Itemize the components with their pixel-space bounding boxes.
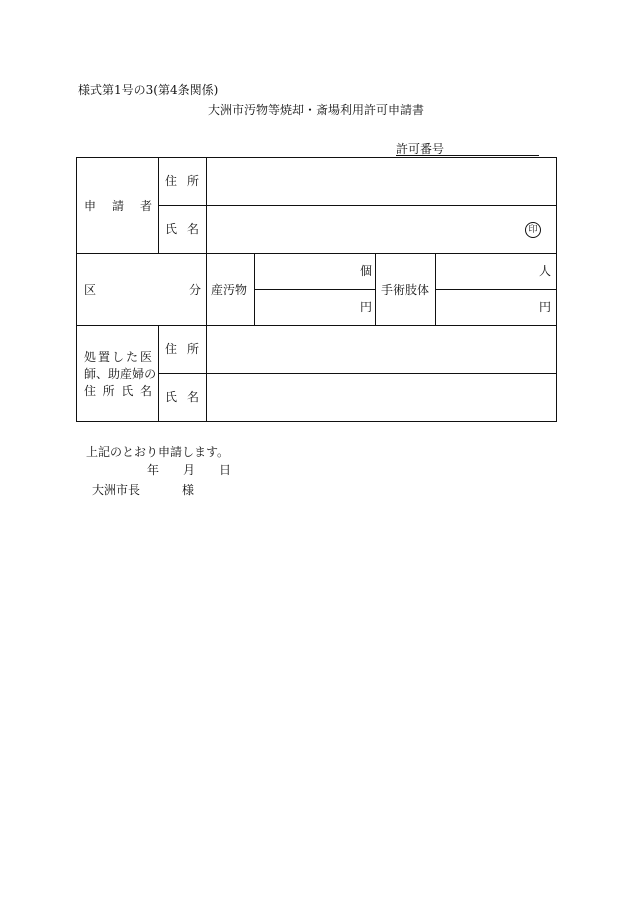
practitioner-label-char: 処 xyxy=(84,350,97,364)
surgical-count-unit: 人 xyxy=(539,264,552,278)
practitioner-label-line-3 xyxy=(84,383,152,400)
seal-icon: 印 xyxy=(525,222,541,238)
practitioner-label-line-2 xyxy=(84,366,157,383)
practitioner-address-label xyxy=(165,343,209,355)
practitioner-label-char: 住 xyxy=(84,384,97,398)
surgical-fee-unit: 円 xyxy=(539,300,552,314)
applicant-label-char: 申 xyxy=(84,199,97,213)
applicant-address-label-text: 住所 xyxy=(165,174,210,188)
category-label-left: 区 xyxy=(84,283,97,297)
form-number-label: 様式第1号の3(第4条関係) xyxy=(78,83,219,97)
placenta-fee-unit: 円 xyxy=(360,300,373,314)
category-label-right: 分 xyxy=(189,283,202,297)
practitioner-label-char: 置 xyxy=(97,350,110,364)
year-label: 年 xyxy=(147,463,160,477)
practitioner-label-char: 産 xyxy=(120,367,133,381)
permit-number-field[interactable] xyxy=(396,155,539,156)
practitioner-label-char: 婦 xyxy=(132,367,145,381)
placenta-count-unit: 個 xyxy=(360,264,373,278)
applicant-label-char: 者 xyxy=(139,199,152,213)
practitioner-label-char: た xyxy=(125,350,138,364)
applicant-name-label-text: 氏名 xyxy=(165,222,210,236)
addressee: 大洲市長 xyxy=(92,483,141,497)
applicant-label xyxy=(84,200,152,212)
applicant-address-label xyxy=(165,174,210,188)
practitioner-label-char: 名 xyxy=(139,384,152,398)
practitioner-label-char: の xyxy=(144,367,157,381)
practitioner-label xyxy=(84,349,157,400)
practitioner-label-char: 所 xyxy=(102,384,115,398)
date-line xyxy=(147,464,231,476)
applicant-label-char: 請 xyxy=(111,199,124,213)
practitioner-name-label-text: 氏名 xyxy=(165,390,210,404)
permit-number-label: 許可番号 xyxy=(396,142,445,156)
applicant-name-label xyxy=(165,223,209,235)
practitioner-label-char: 助 xyxy=(108,367,121,381)
placenta-label: 産汚物 xyxy=(211,283,248,297)
day-label: 日 xyxy=(218,463,231,477)
document-title: 大洲市汚物等焼却・斎場利用許可申請書 xyxy=(208,103,425,117)
surgical-limb-label: 手術肢体 xyxy=(381,283,430,297)
practitioner-address-label-text: 住所 xyxy=(165,342,210,356)
practitioner-label-char: し xyxy=(111,350,124,364)
practitioner-name-label xyxy=(165,391,209,403)
practitioner-label-line-1 xyxy=(84,349,152,366)
practitioner-label-char: 、 xyxy=(96,367,109,381)
practitioner-label-char: 師 xyxy=(84,367,97,381)
application-statement: 上記のとおり申請します。 xyxy=(86,445,230,459)
practitioner-label-char: 医 xyxy=(139,350,152,364)
honorific: 様 xyxy=(182,483,195,497)
month-label: 月 xyxy=(182,463,195,477)
practitioner-label-char: 氏 xyxy=(121,384,134,398)
